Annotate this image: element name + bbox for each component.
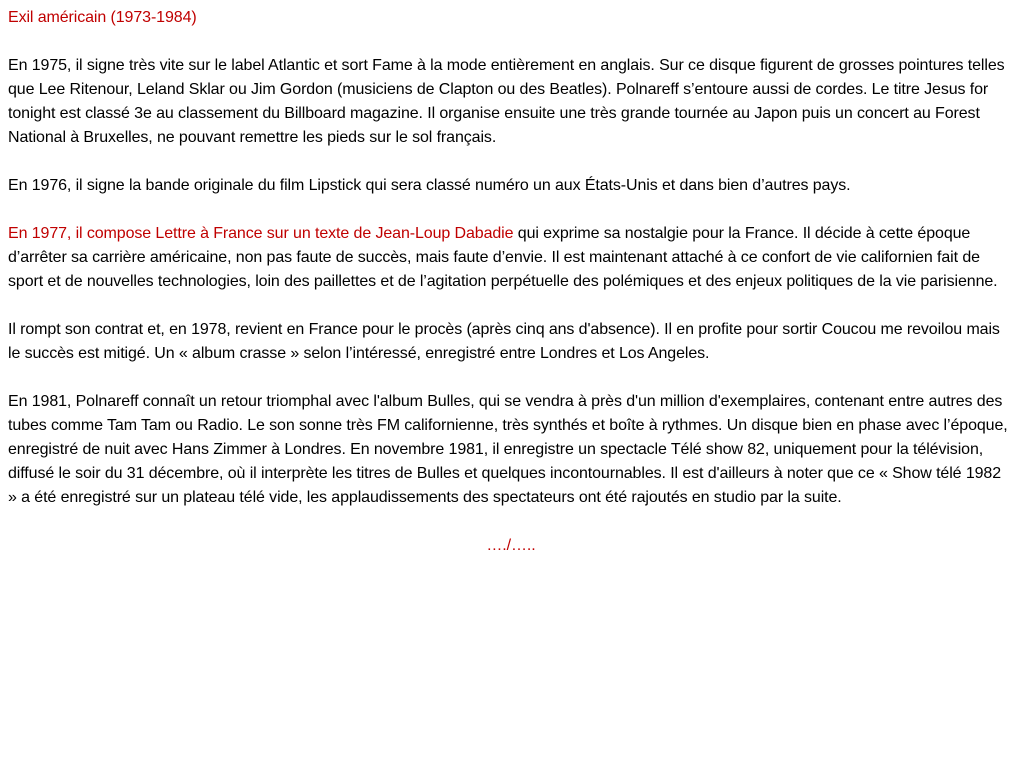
paragraph-1977-highlight: En 1977, il compose Lettre à France sur un texte de Jean-Loup Dabadie [8,225,514,242]
slide-title: Exil américain (1973-1984) [8,9,197,26]
paragraph-1981: En 1981, Polnareff connaît un retour triomphal avec l'album Bulles, qui se vendra à près d'un million d'exemplaires, contenant entre autres des tubes comme Tam Tam ou Radio. Le son sonne très FM californienne, très synthés et boîte à rythmes. Un disque bien en phase avec l’époque, enregistré de nuit avec Hans Zimmer à Londres. En novembre 1981, il enregistre un spectacle Télé show 82, uniquement pour la télévision, diffusé le soir du 31 décembre, où il interprète les titres de Bulles et quelques incontournables. Il est d'ailleurs à noter que ce « Show télé 1982 » a été enregistré sur un plateau télé vide, les applaudissements des spectateurs ont été rajoutés en studio par la suite. [8,393,1008,506]
slide-content [8,6,1014,558]
paragraph-1977-rest: qui exprime sa nostalgie pour la France. Il décide à cette époque d’arrêter sa carrière américaine, non pas faute de succès, mais faute d’envie. Il est maintenant attaché à ce confort de vie californien fait de sport et de nouvelles technologies, loin des paillettes et de l’agitation perpétuelle des polémiques et des enjeux politiques de la vie parisienne. [8,225,998,290]
continuation-marker: …./….. [486,537,536,554]
paragraph-1977 [8,222,1014,294]
paragraph-1975: En 1975, il signe très vite sur le label Atlantic et sort Fame à la mode entièrement en anglais. Sur ce disque figurent de grosses pointures telles que Lee Ritenour, Leland Sklar ou Jim Gordon (musiciens de Clapton ou des Beatles). Polnareff s’entoure aussi de cordes. Le titre Jesus for tonight est classé 3e au classement du Billboard magazine. Il organise ensuite une très grande tournée au Japon puis un concert au Forest National à Bruxelles, ne pouvant remettre les pieds sur le sol français. [8,57,1005,146]
paragraph-1976: En 1976, il signe la bande originale du film Lipstick qui sera classé numéro un aux États-Unis et dans bien d’autres pays. [8,177,851,194]
paragraph-1978: Il rompt son contrat et, en 1978, revient en France pour le procès (après cinq ans d'absence). Il en profite pour sortir Coucou me revoilou mais le succès est mitigé. Un « album crasse » selon l’intéressé, enregistré entre Londres et Los Angeles. [8,321,1000,362]
